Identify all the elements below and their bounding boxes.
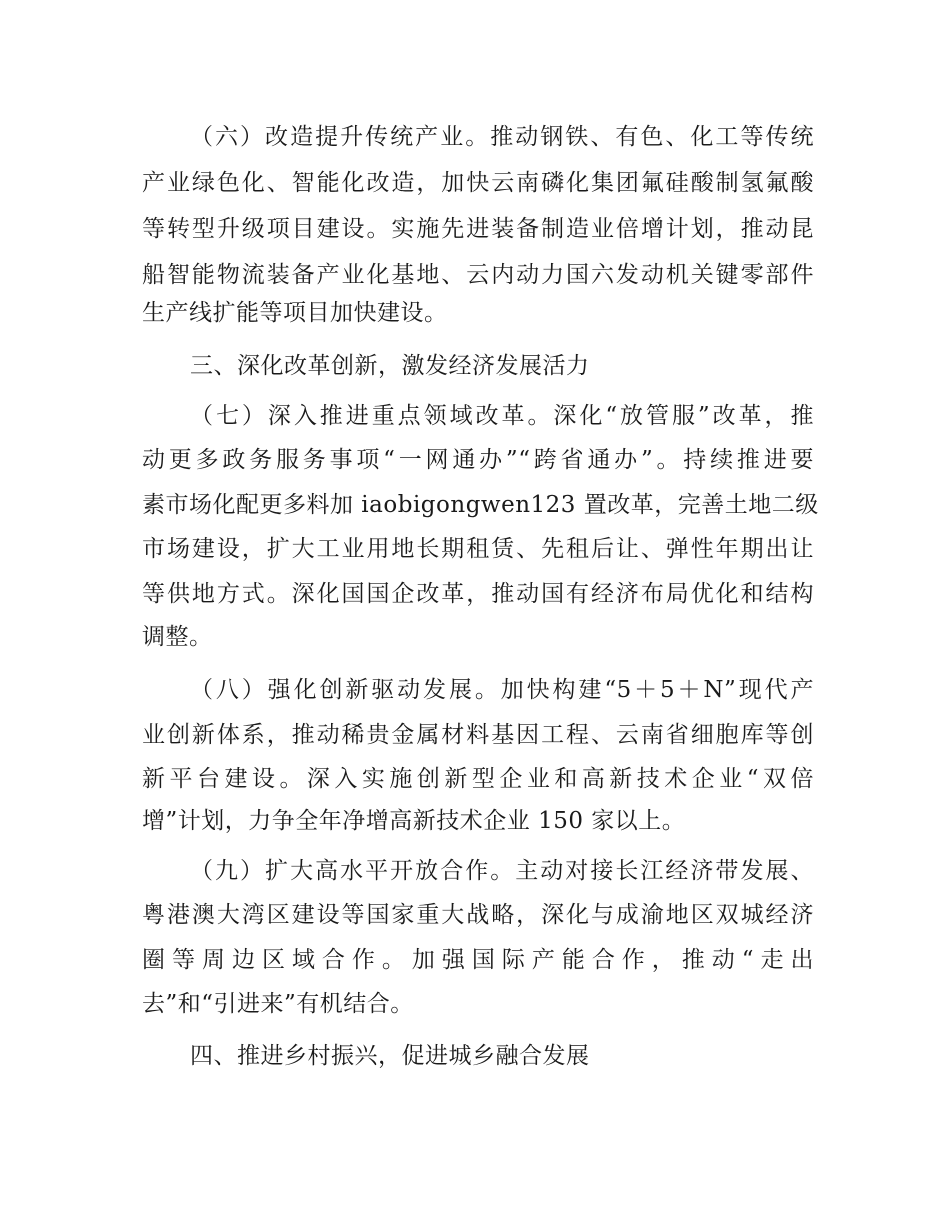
section-heading: 四、推进乡村振兴，促进城乡融合发展 <box>190 1043 590 1069</box>
paragraph-line: 调整。 <box>142 624 213 650</box>
paragraph-line: 增”计划，力争全年净增高新技术企业 150 家以上。 <box>142 808 686 834</box>
paragraph-line: 素市场化配更多料加 iaobigongwen123 置改革，完善土地二级 <box>142 492 819 518</box>
paragraph-line: 圈等周边区域合作。加强国际产能合作，推动“走出 <box>142 947 814 973</box>
paragraph-line: 粤港澳大湾区建设等国家重大战略，深化与成渝地区双城经济 <box>142 902 814 928</box>
paragraph-line: 市场建设，扩大工业用地长期租赁、先租后让、弹性年期出让 <box>142 536 814 562</box>
paragraph-line: （八）强化创新驱动发展。加快构建“5＋5＋N”现代产 <box>190 677 814 703</box>
paragraph-line: 业创新体系，推动稀贵金属材料基因工程、云南省细胞库等创 <box>142 722 814 748</box>
paragraph-line: 产业绿色化、智能化改造，加快云南磷化集团氟硅酸制氢氟酸 <box>142 170 814 196</box>
section-heading: 三、深化改革创新，激发经济发展活力 <box>190 353 590 379</box>
paragraph-line: 生产线扩能等项目加快建设。 <box>142 300 448 326</box>
paragraph-line: （九）扩大高水平开放合作。主动对接长江经济带发展、 <box>190 858 814 884</box>
paragraph-line: 新平台建设。深入实施创新型企业和高新技术企业“双倍 <box>142 766 814 792</box>
paragraph-line: 动更多政务服务事项“一网通办”“跨省通办”。持续推进要 <box>142 447 814 473</box>
paragraph-line: （六）改造提升传统产业。推动钢铁、有色、化工等传统 <box>190 124 814 150</box>
paragraph-line: （七）深入推进重点领域改革。深化“放管服”改革，推 <box>190 403 814 429</box>
paragraph-line: 去”和“引进来”有机结合。 <box>142 991 414 1017</box>
paragraph-line: 等转型升级项目建设。实施先进装备制造业倍增计划，推动昆 <box>142 216 814 242</box>
paragraph-line: 船智能物流装备产业化基地、云内动力国六发动机关键零部件 <box>142 262 814 288</box>
paragraph-line: 等供地方式。深化国国企改革，推动国有经济布局优化和结构 <box>142 581 814 607</box>
